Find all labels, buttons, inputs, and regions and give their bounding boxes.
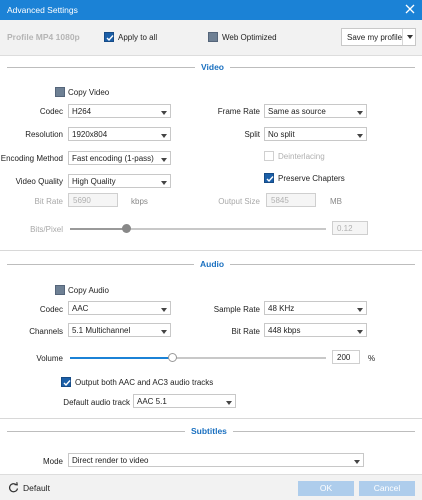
volume-slider-knob[interactable] (168, 353, 177, 362)
chevron-down-icon (357, 132, 363, 141)
volume-label: Volume (36, 354, 63, 363)
video-quality-select[interactable] (68, 174, 171, 188)
split-value: No split (268, 130, 295, 139)
output-size-unit: MB (330, 197, 342, 206)
deinterlacing-checkbox[interactable] (264, 151, 274, 161)
web-optimized-label: Web Optimized (222, 33, 277, 42)
copy-video-label: Copy Video (68, 88, 110, 97)
sample-rate-label: Sample Rate (213, 305, 260, 314)
codec-label: Codec (39, 107, 63, 116)
window-title: Advanced Settings (7, 5, 78, 15)
save-profile-label: Save my profile (347, 33, 403, 42)
dialog-footer (0, 474, 422, 500)
copy-video-checkbox[interactable] (55, 87, 65, 97)
title-bar (0, 0, 422, 20)
bits-per-pixel-value: 0.12 (337, 224, 353, 233)
output-both-label: Output both AAC and AC3 audio tracks (75, 378, 214, 387)
audio-codec-select[interactable] (68, 301, 171, 315)
chevron-down-icon (161, 306, 167, 315)
sample-rate-value: 48 KHz (268, 304, 295, 313)
chevron-down-icon (161, 132, 167, 141)
video-quality-value: High Quality (72, 177, 116, 186)
divider (0, 250, 422, 251)
deinterlacing-label: Deinterlacing (278, 152, 325, 161)
channels-select[interactable] (68, 323, 171, 337)
preserve-chapters-checkbox[interactable] (264, 173, 274, 183)
save-profile-button[interactable] (341, 28, 416, 46)
volume-value: 200 (337, 353, 351, 362)
bits-per-pixel-slider-fill (70, 228, 126, 230)
subtitle-mode-value: Direct render to video (72, 456, 149, 465)
copy-audio-checkbox[interactable] (55, 285, 65, 295)
close-icon[interactable] (404, 3, 416, 15)
default-audio-track-value: AAC 5.1 (137, 397, 167, 406)
audio-header-text: Audio (194, 258, 230, 270)
encoding-method-label: Encoding Method (0, 154, 63, 163)
encoding-method-value: Fast encoding (1-pass) (72, 154, 154, 163)
copy-audio-label: Copy Audio (68, 286, 109, 295)
video-bitrate-input[interactable] (68, 193, 118, 207)
chevron-down-icon (161, 156, 167, 165)
default-track-label: Default audio track (63, 398, 130, 407)
resolution-value: 1920x804 (72, 130, 108, 139)
profile-bar (0, 20, 422, 56)
resolution-label: Resolution (25, 130, 63, 139)
frame-rate-value: Same as source (268, 107, 326, 116)
video-bitrate-value: 5690 (73, 196, 91, 205)
chevron-down-icon (161, 328, 167, 337)
volume-input[interactable] (332, 350, 360, 364)
chevron-down-icon (357, 328, 363, 337)
video-quality-label: Video Quality (15, 177, 63, 186)
apply-to-all-checkbox[interactable] (104, 32, 114, 42)
audio-bitrate-value: 448 kbps (268, 326, 301, 335)
cancel-button[interactable]: Cancel (359, 481, 415, 496)
output-size-value: 5845 (271, 196, 289, 205)
audio-section-header (7, 258, 415, 270)
video-bitrate-label: Bit Rate (34, 197, 63, 206)
output-both-checkbox[interactable] (61, 377, 71, 387)
chevron-down-icon (357, 306, 363, 315)
audio-codec-value: AAC (72, 304, 89, 313)
web-optimized-checkbox[interactable] (208, 32, 218, 42)
video-bitrate-unit: kbps (131, 197, 148, 206)
channels-value: 5.1 Multichannel (72, 326, 131, 335)
resolution-select[interactable] (68, 127, 171, 141)
chevron-down-icon (354, 458, 360, 467)
split-label: Split (244, 130, 260, 139)
audio-bitrate-select[interactable] (264, 323, 367, 337)
volume-slider-fill (70, 357, 172, 359)
encoding-method-select[interactable] (68, 151, 171, 165)
subtitle-mode-select[interactable] (68, 453, 364, 467)
audio-bitrate-label: Bit Rate (231, 327, 260, 336)
chevron-down-icon (226, 399, 232, 408)
chevron-down-icon (161, 109, 167, 118)
profile-label: Profile MP4 1080p (7, 32, 80, 42)
chevron-down-icon[interactable] (406, 33, 414, 43)
output-size-input[interactable] (266, 193, 316, 207)
video-codec-select[interactable] (68, 104, 171, 118)
volume-unit: % (368, 354, 376, 363)
bits-per-pixel-input[interactable] (332, 221, 368, 235)
sample-rate-select[interactable] (264, 301, 367, 315)
preserve-chapters-label: Preserve Chapters (278, 174, 345, 183)
subtitle-mode-label: Mode (42, 457, 63, 466)
chevron-down-icon (161, 179, 167, 188)
audio-codec-label: Codec (39, 305, 63, 314)
video-section-header (7, 61, 415, 73)
divider (0, 418, 422, 419)
split-select[interactable] (264, 127, 367, 141)
bits-per-pixel-slider-knob[interactable] (122, 224, 131, 233)
default-audio-track-select[interactable] (133, 394, 236, 408)
reset-icon[interactable] (8, 482, 19, 495)
video-codec-value: H264 (72, 107, 92, 116)
subtitles-section-header (7, 425, 415, 437)
frame-rate-select[interactable] (264, 104, 367, 118)
save-profile-divider (402, 29, 403, 45)
chevron-down-icon (357, 109, 363, 118)
output-size-label: Output Size (218, 197, 260, 206)
ok-button[interactable]: OK (298, 481, 354, 496)
apply-to-all-label: Apply to all (118, 33, 158, 42)
bits-per-pixel-label: Bits/Pixel (30, 225, 63, 234)
subtitles-header-text: Subtitles (185, 425, 233, 437)
frame-rate-label: Frame Rate (217, 107, 260, 116)
video-header-text: Video (195, 61, 230, 73)
default-button[interactable]: Default (23, 483, 50, 493)
channels-label: Channels (29, 327, 63, 336)
